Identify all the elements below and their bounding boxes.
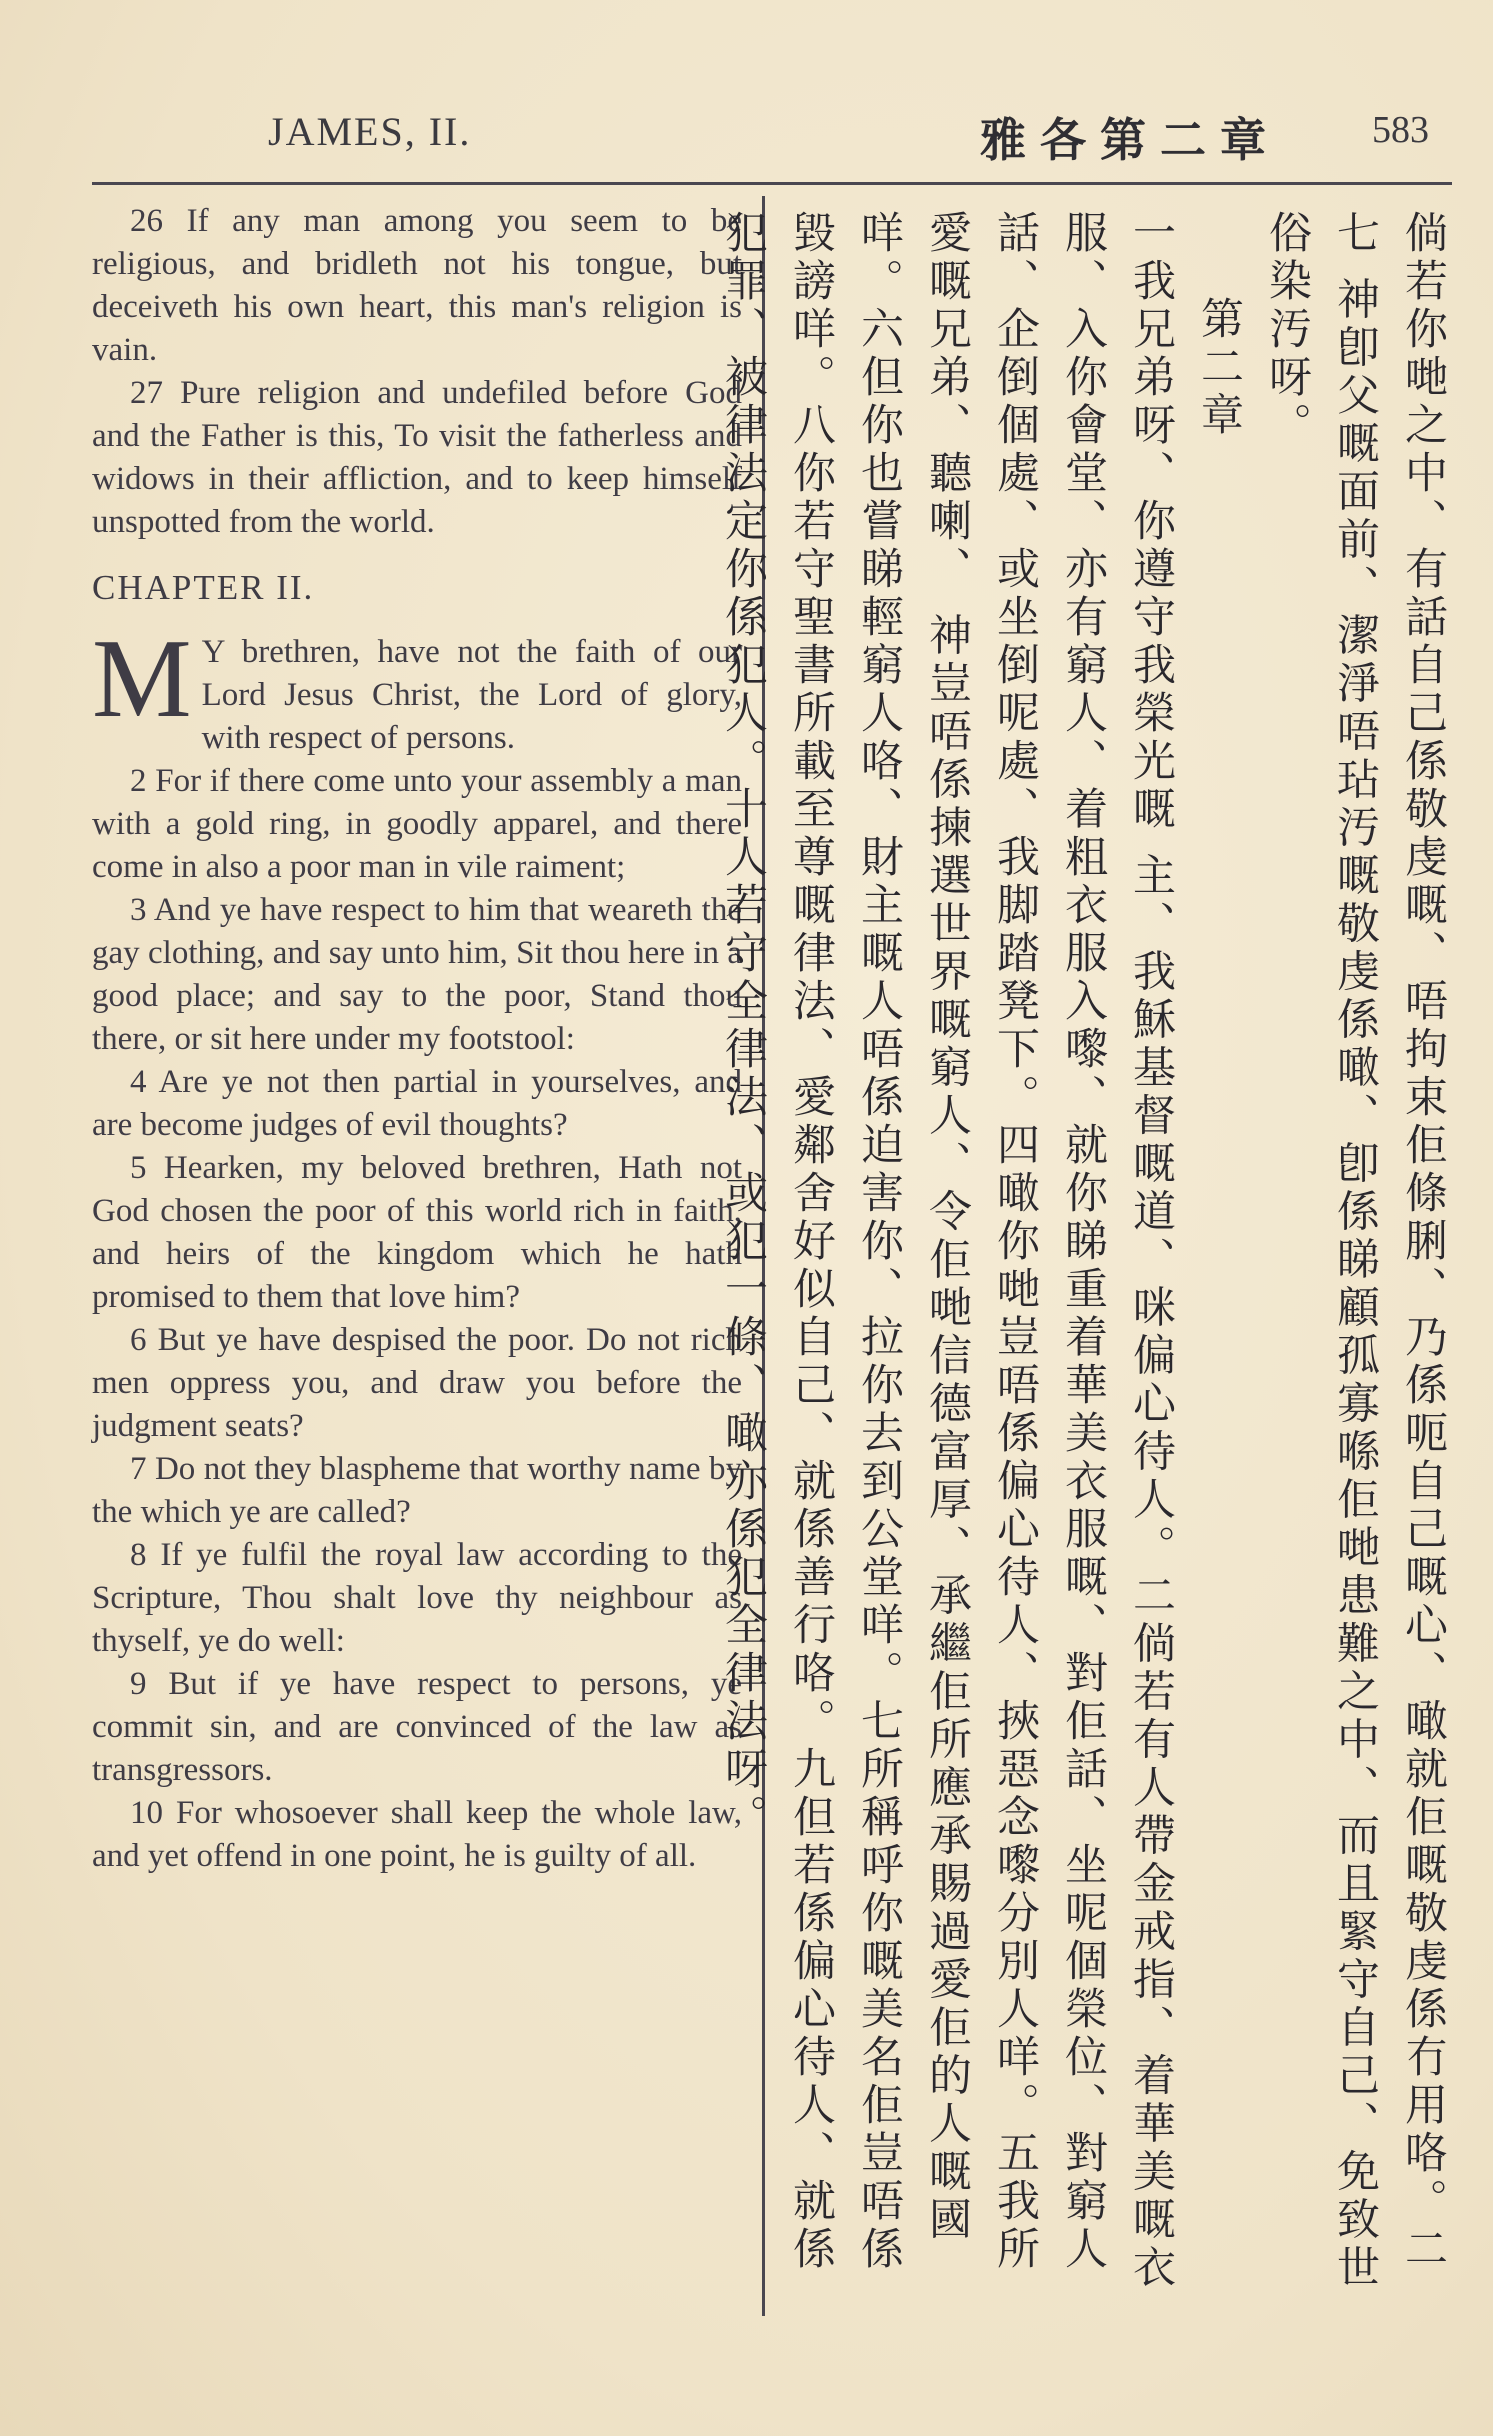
chinese-verses-1-10: 一我兄弟呀、你遵守我榮光嘅 主、我穌基督嘅道、咪偏心待人。二倘若有人帶金戒指、着華美嘅衣服、入你會堂、亦有窮人、着粗衣服入嚟、就你睇重着華美衣服嘅、對佢話、坐呢個榮位、對窮人話、企倒個處、或坐倒呢處、我脚踏凳下。四噉你哋豈唔係偏心待人、挾惡念嚟分別人咩。五我所愛嘅兄弟、聽喇、 神豈唔係揀選世界嘅窮人、令佢哋信德富厚、承繼佢所應承賜過愛佢的人嘅國咩。六但你也嘗睇輕窮人咯、財主嘅人唔係迫害你、拉你去到公堂咩。七所稱呼你嘅美名佢豈唔係毀謗咩。八你若守聖書所載至尊嘅律法、愛鄰舍好似自己、就係善行咯。九但若係偏心待人、就係犯罪、被律法定你係犯人。十人若守全律法、或犯一條、噉亦係犯全律法呀。: [718, 210, 1176, 2293]
verse-10: 10 For whosoever shall keep the whole law, and yet offend in one point, he is guilty of all.: [92, 1795, 742, 1874]
verse-9: 9 But if ye have respect to persons, ye commit sin, and are convinced of the law as transgressors.: [92, 1666, 742, 1788]
chinese-column: [718, 210, 1457, 2320]
header-rule: [92, 182, 1452, 185]
chinese-verses-26-27: 倘若你哋之中、有話自己係敬虔嘅、唔拘束佢條脷、乃係呃自己嘅心、噉就佢嘅敬虔係冇用咯。二七 神卽父嘅面前、潔淨唔玷汚嘅敬虔係噉、卽係睇顧孤寡喺佢哋患難之中、而且緊守自己、免致世俗染汚呀。: [1262, 210, 1448, 2293]
verse-5: 5 Hearken, my beloved brethren, Hath not God chosen the poor of this world rich in faith, and heirs of the kingdom which he hath promised to them that love him?: [92, 1150, 742, 1315]
verse-26: 26 If any man among you seem to be religious, and bridleth not his tongue, but deceiveth his own heart, this man's religion is vain.: [92, 203, 742, 368]
verse-3: 3 And ye have respect to him that weareth the gay clothing, and say unto him, Sit thou here in a good place; and say to the poor, Stand thou there, or sit here under my footstool:: [92, 892, 742, 1057]
chapter-heading: CHAPTER II.: [92, 568, 315, 607]
chinese-running-title: 雅各第二章: [980, 113, 1280, 167]
chinese-chapter-heading: 第二章: [1194, 296, 1244, 440]
page-number: 583: [1372, 109, 1429, 151]
drop-cap: M: [92, 617, 192, 741]
verse-6: 6 But ye have despised the poor. Do not rich men oppress you, and draw you before the judgment seats?: [92, 1322, 742, 1444]
verse-7: 7 Do not they blaspheme that worthy name by the which ye are called?: [92, 1451, 742, 1530]
verse-2: 2 For if there come unto your assembly a man with a gold ring, in goodly apparel, and there come in also a poor man in vile raiment;: [92, 763, 742, 885]
page-header: [0, 96, 1493, 166]
verse-4: 4 Are ye not then partial in yourselves, and are become judges of evil thoughts?: [92, 1064, 742, 1143]
running-head: JAMES, II.: [268, 109, 472, 154]
verse-27: 27 Pure religion and undefiled before God and the Father is this, To visit the fatherless and widows in their affliction, and to keep himself unspotted from the world.: [92, 375, 742, 540]
verse-8: 8 If ye fulfil the royal law according to the Scripture, Thou shalt love thy neighbour as thyself, ye do well:: [92, 1537, 742, 1659]
verse-1-text: Y brethren, have not the faith of our Lord Jesus Christ, the Lord of glory, with respect of persons.: [201, 634, 742, 756]
verse-1: [92, 617, 742, 760]
english-column: [92, 200, 742, 1878]
